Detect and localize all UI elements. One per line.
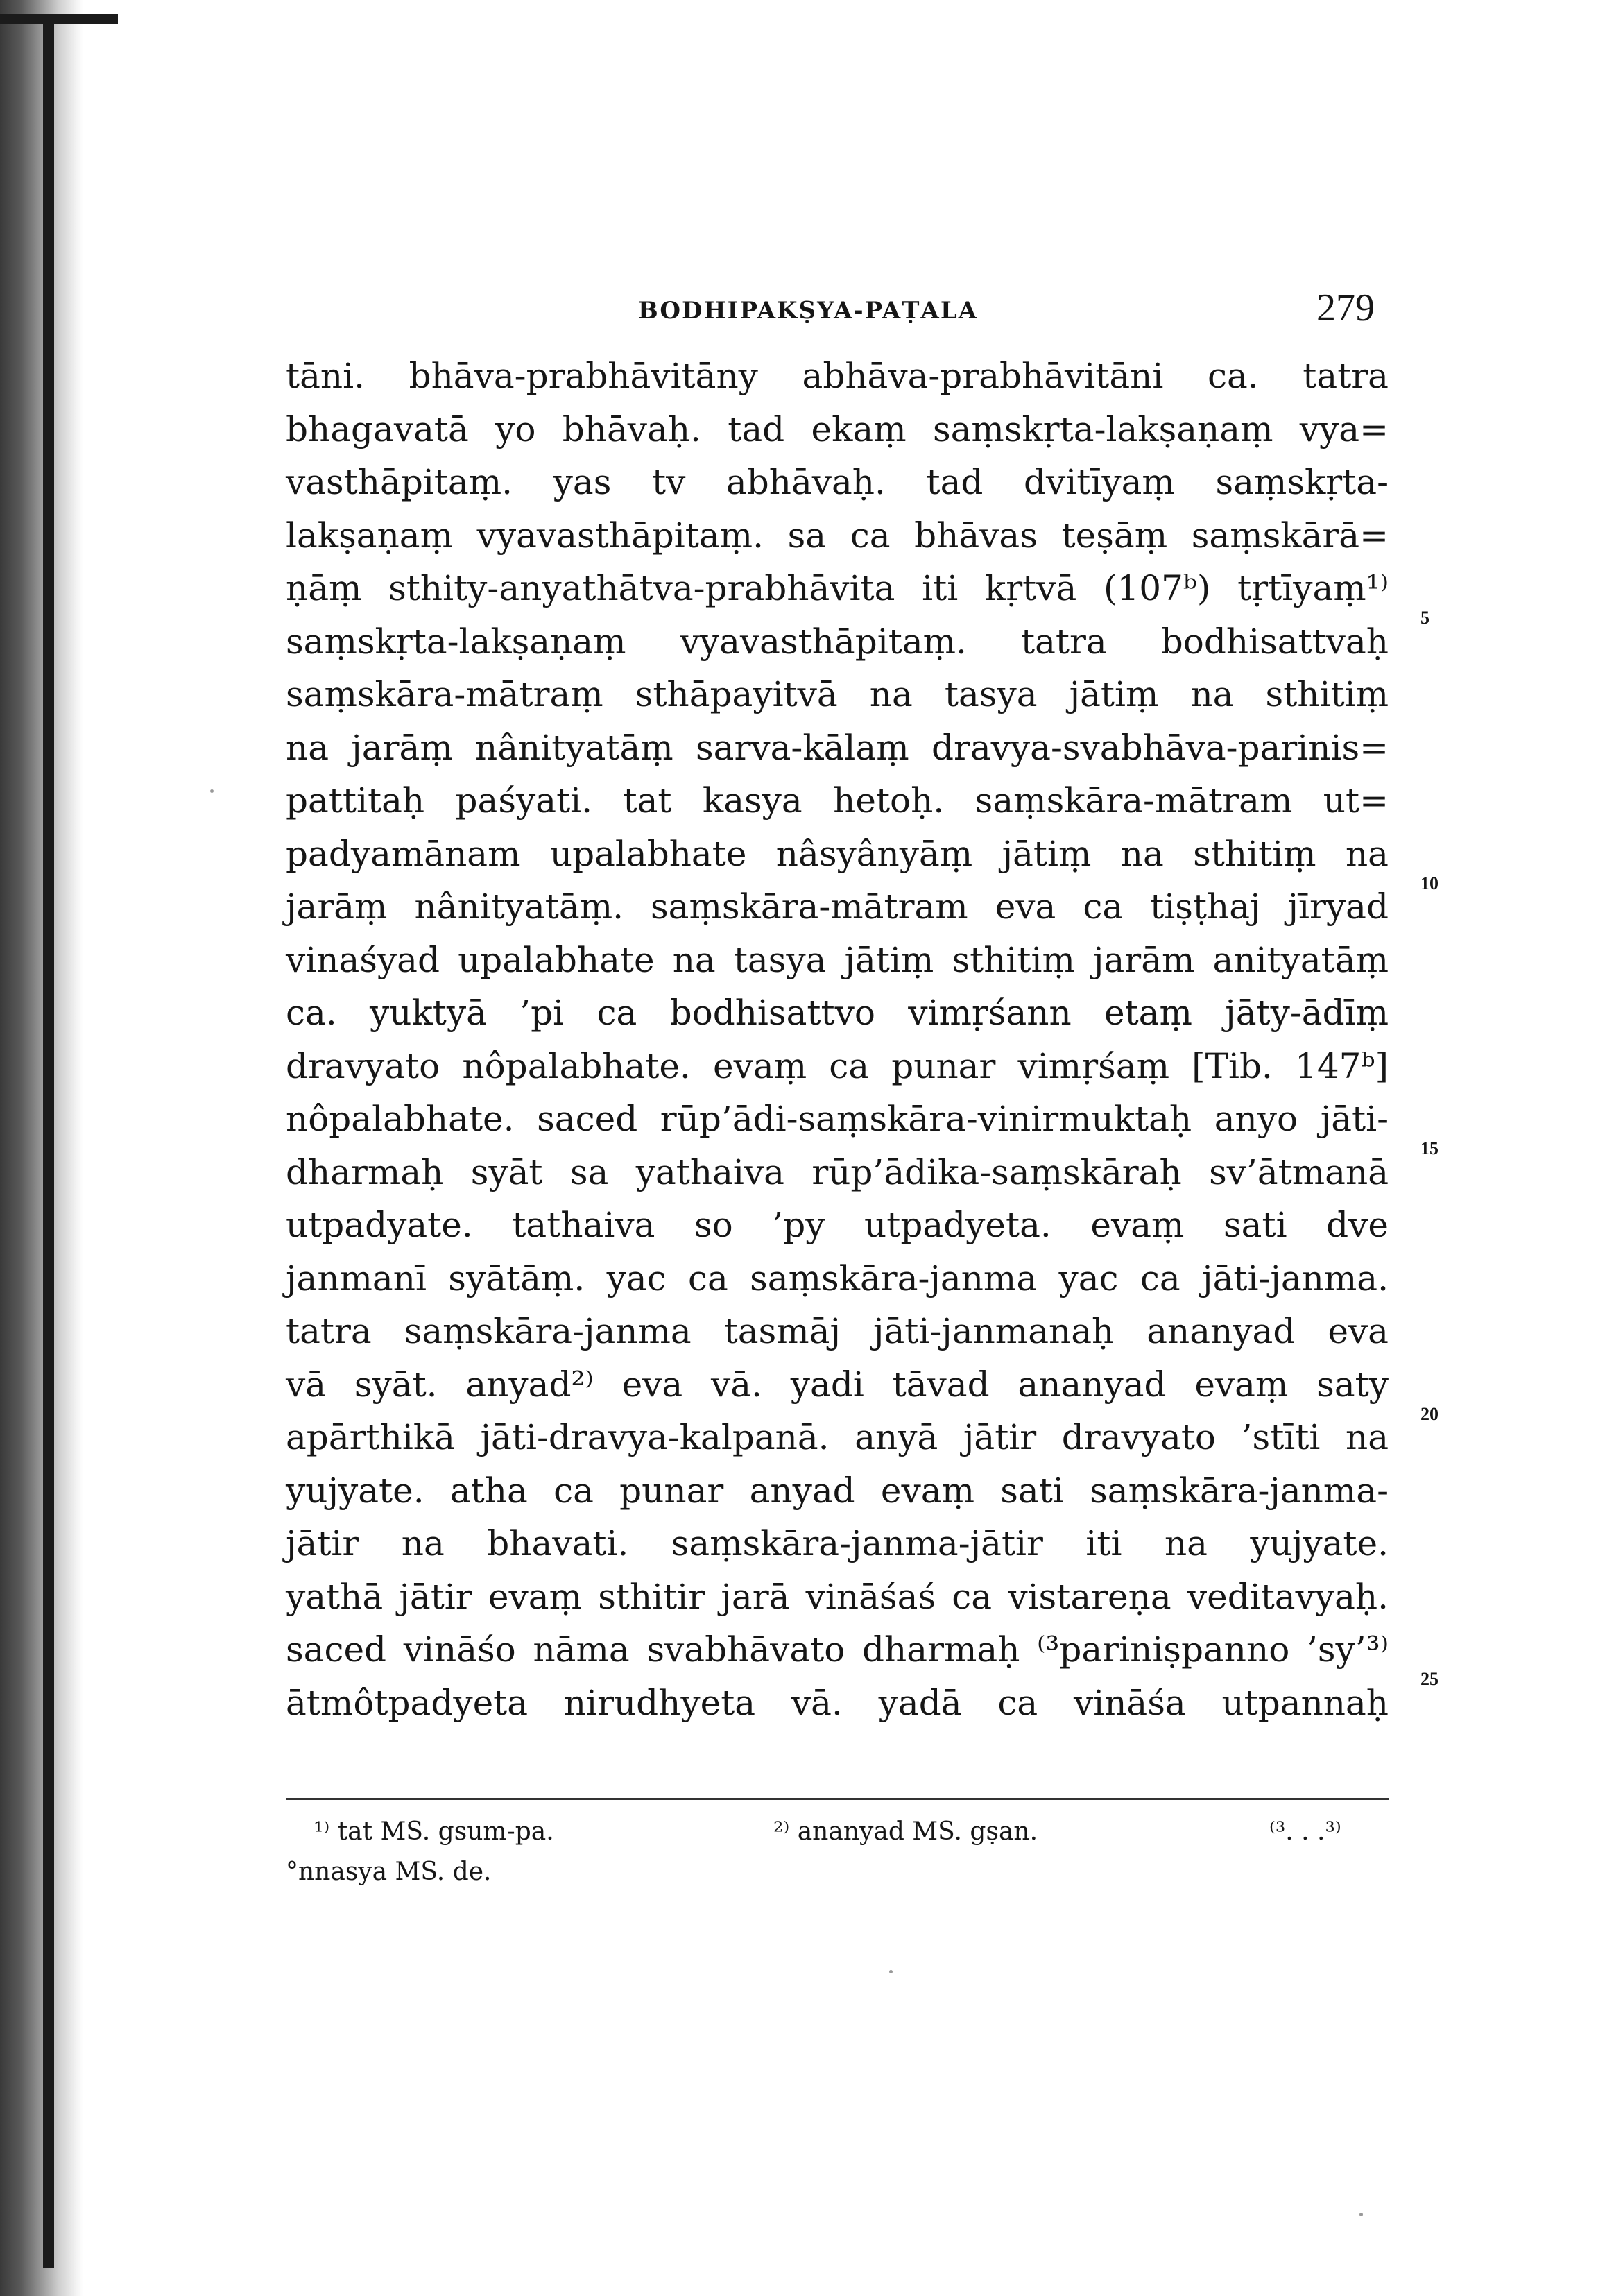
text-line: ātmôtpadyeta nirudhyeta vā. yadā ca vināśa utpannaḥ [286,1682,1389,1723]
binding-edge-top-mark [0,14,118,24]
body-text [286,350,1389,1729]
text-line: ṇāṃ sthity-anyathātva-prabhāvita iti kṛtvā (107ᵇ) tṛtīyaṃ¹⁾ [286,568,1389,608]
text-line: vasthāpitaṃ. yas tv abhāvaḥ. tad dvitīyaṃ saṃskṛta- [286,462,1389,502]
text-line: yujyate. atha ca punar anyad evaṃ sati saṃskāra-janma- [286,1470,1389,1511]
text-line: nôpalabhate. saced rūp’ādi-saṃskāra-vinirmuktaḥ anyo jāti- [286,1099,1389,1139]
text-line: pattitaḥ paśyati. tat kasya hetoḥ. saṃskāra-mātram ut= [286,780,1389,821]
text-line: saced vināśo nāma svabhāvato dharmaḥ ⁽³pariniṣpanno ’sy’³⁾ [286,1629,1389,1670]
text-line: ca. yuktyā ’pi ca bodhisattvo vimṛśann etaṃ jāty-ādīṃ [286,993,1389,1033]
running-head: BODHIPAKṢYA-PAṬALA [638,297,979,325]
text-line: bhagavatā yo bhāvaḥ. tad ekaṃ saṃskṛta-lakṣaṇaṃ vya= [286,409,1389,449]
footnote-3-continuation: °nnasya MS. de. [286,1858,492,1886]
text-line: tatra saṃskāra-janma tasmāj jāti-janmanaḥ ananyad eva [286,1311,1389,1351]
text-line: janmanī syātāṃ. yac ca saṃskāra-janma yac ca jāti-janma. [286,1258,1389,1299]
line-number-marker: 5 [1420,608,1429,628]
text-line: jātir na bhavati. saṃskāra-janma-jātir iti na yujyate. [286,1523,1389,1563]
line-number-marker: 10 [1420,873,1439,893]
scan-speck [210,789,214,793]
text-line: vā syāt. anyad²⁾ eva vā. yadi tāvad ananyad evaṃ saty [286,1364,1389,1405]
text-line: saṃskāra-mātraṃ sthāpayitvā na tasya jātiṃ na sthitiṃ [286,674,1389,714]
footnote-divider [286,1798,1389,1800]
text-line: tāni. bhāva-prabhāvitāny abhāva-prabhāvitāni ca. tatra [286,356,1389,396]
scan-speck [1359,2213,1363,2216]
text-line: dharmaḥ syāt sa yathaiva rūp’ādika-saṃskāraḥ sv’ātmanā [286,1151,1389,1192]
line-number-marker: 20 [1420,1404,1439,1424]
page-number: 279 [1316,286,1375,329]
line-number-marker: 25 [1420,1669,1439,1689]
text-line: vinaśyad upalabhate na tasya jātiṃ sthitiṃ jarām anityatāṃ [286,939,1389,980]
text-line: dravyato nôpalabhate. evaṃ ca punar vimṛśaṃ [Tib. 147ᵇ] [286,1045,1389,1086]
text-line: yathā jātir evaṃ sthitir jarā vināśaś ca vistareṇa veditavyaḥ. [286,1576,1389,1617]
footnote-1: ¹⁾ tat MS. gsum-pa. [314,1817,554,1846]
footnote-3-start: ⁽³. . .³⁾ [1269,1817,1341,1846]
text-line: padyamānam upalabhate nâsyânyāṃ jātiṃ na sthitiṃ na [286,833,1389,874]
binding-edge-rule [43,21,54,2268]
text-line: lakṣaṇaṃ vyavasthāpitaṃ. sa ca bhāvas teṣāṃ saṃskārā= [286,515,1389,556]
text-line: utpadyate. tathaiva so ’py utpadyeta. evaṃ sati dve [286,1205,1389,1245]
text-line: na jarāṃ nânityatāṃ sarva-kālaṃ dravya-svabhāva-parinis= [286,727,1389,768]
binding-edge [0,0,83,2296]
footnote-2: ²⁾ ananyad MS. gṣan. [773,1817,1038,1846]
text-line: saṃskṛta-lakṣaṇaṃ vyavasthāpitaṃ. tatra bodhisattvaḥ [286,621,1389,662]
text-line: apārthikā jāti-dravya-kalpanā. anyā jātir dravyato ’stīti na [286,1417,1389,1457]
scan-speck [889,1970,893,1973]
line-number-marker: 15 [1420,1138,1439,1158]
text-line: jarāṃ nânityatāṃ. saṃskāra-mātram eva ca tiṣṭhaj jīryad [286,886,1389,927]
